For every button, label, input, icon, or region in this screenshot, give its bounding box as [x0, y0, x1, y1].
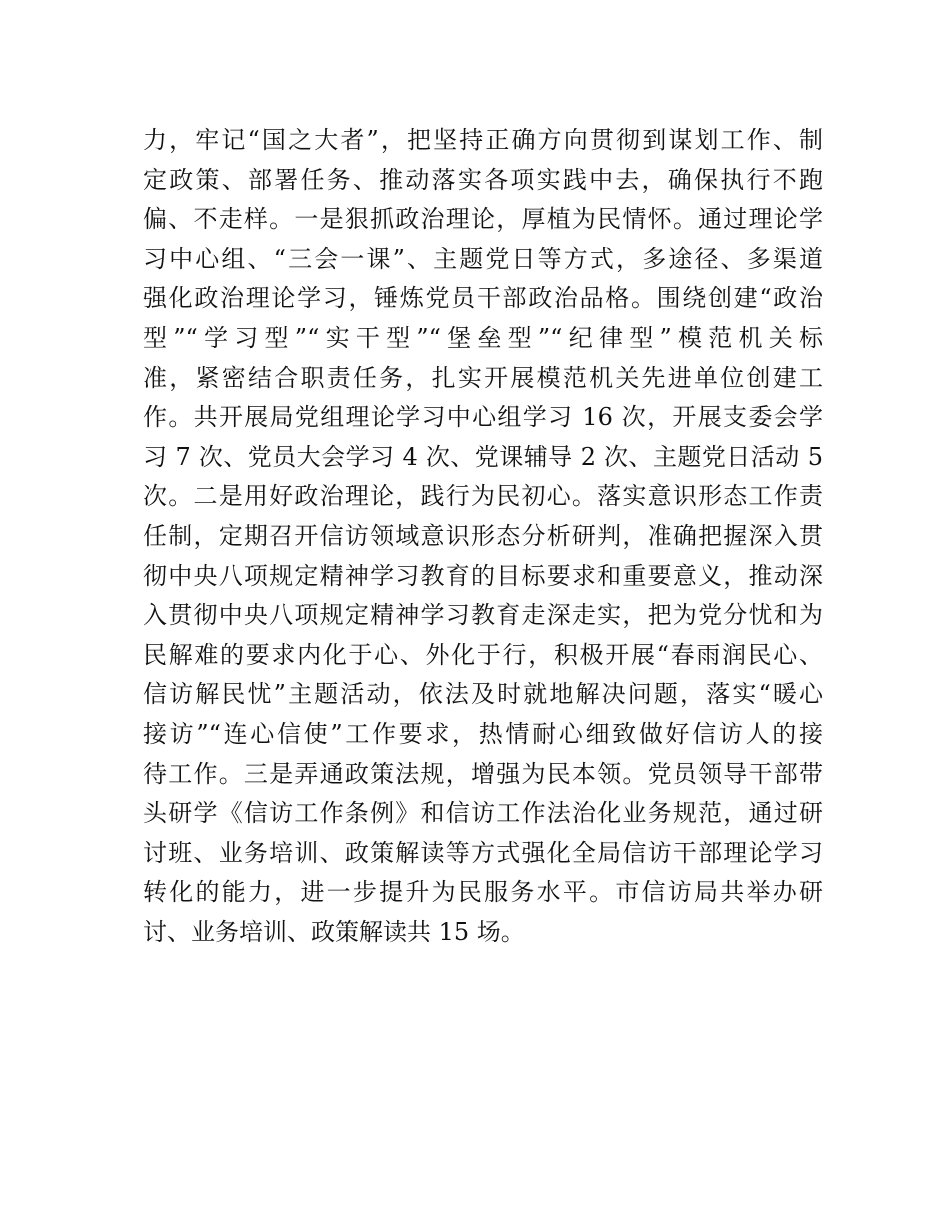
text-line: 偏、不走样。一是狠抓政治理论，厚植为民情怀。通过理论学	[143, 205, 823, 234]
text-line: 力，牢记“国之大者”，把坚持正确方向贯彻到谋划工作、制	[143, 126, 823, 154]
text-line: 讨班、业务培训、政策解读等方式强化全局信访干部理论学习	[143, 838, 823, 867]
text-line: 讨、业务培训、政策解读共 15 场。	[143, 917, 525, 946]
text-line: 入贯彻中央八项规定精神学习教育走深走实，把为党分忧和为	[143, 601, 823, 630]
text-line: 准，紧密结合职责任务，扎实开展模范机关先进单位创建工	[143, 363, 823, 392]
text-line: 接访”“连心信使”工作要求，热情耐心细致做好信访人的接	[143, 719, 823, 748]
text-line: 转化的能力，进一步提升为民服务水平。市信访局共举办研	[143, 878, 823, 907]
text-line: 作。共开展局党组理论学习中心组学习 16 次，开展支委会学	[143, 403, 823, 432]
text-line: 强化政治理论学习，锤炼党员干部政治品格。围绕创建“政治	[143, 284, 823, 313]
text-line: 定政策、部署任务、推动落实各项实践中去，确保执行不跑	[143, 165, 823, 194]
text-line: 型”“学习型”“实干型”“堡垒型”“纪律型”模范机关标	[143, 323, 823, 352]
body-paragraph	[143, 121, 823, 952]
text-line: 待工作。三是弄通政策法规，增强为民本领。党员领导干部带	[143, 759, 823, 788]
text-line: 习 7 次、党员大会学习 4 次、党课辅导 2 次、主题党日活动 5	[143, 442, 823, 471]
text-line: 民解难的要求内化于心、外化于行，积极开展“春雨润民心、	[143, 640, 823, 669]
text-line: 信访解民忧”主题活动，依法及时就地解决问题，落实“暖心	[143, 680, 823, 709]
text-line: 次。二是用好政治理论，践行为民初心。落实意识形态工作责	[143, 482, 823, 511]
text-line: 任制，定期召开信访领域意识形态分析研判，准确把握深入贯	[143, 521, 823, 550]
text-line: 习中心组、“三会一课”、主题党日等方式，多途径、多渠道	[143, 244, 823, 273]
text-line: 头研学《信访工作条例》和信访工作法治化业务规范，通过研	[143, 799, 823, 828]
text-line: 彻中央八项规定精神学习教育的目标要求和重要意义，推动深	[143, 561, 823, 590]
